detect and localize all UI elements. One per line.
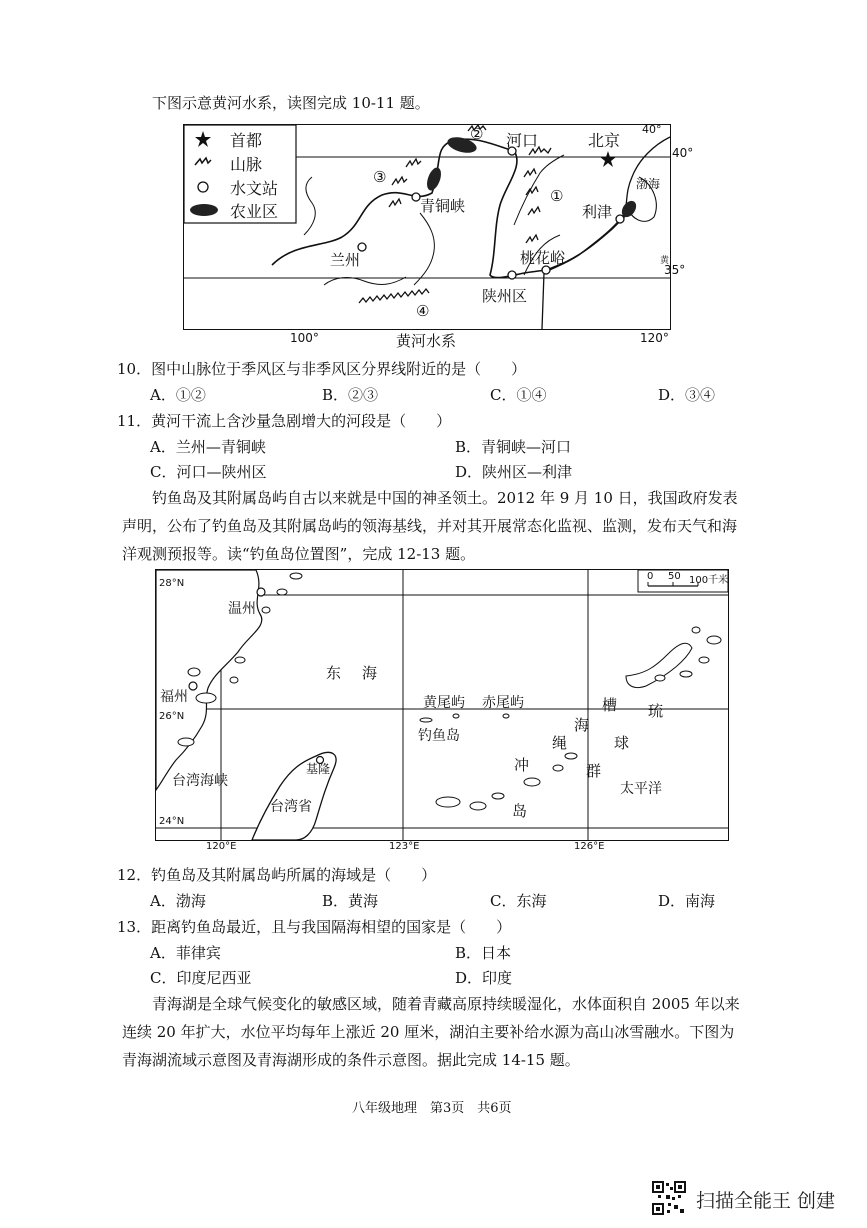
label-char-sheng: 绳: [552, 734, 568, 752]
q13-option-d: D．印度: [455, 969, 513, 987]
qinghai-lake-paragraph: 青海湖是全球气候变化的敏感区域，随着青藏高原持续暖湿化，水体面积自 2005 年以来连续 20 年扩大，水位平均每年上涨近 20 厘米，湖泊主要补给水源为高山冰雪融水。下图为青海湖流域示意图及青海湖形成的条件示意图。据此完成 14-15 题。: [122, 995, 740, 1069]
q12-option-a: A．渤海: [150, 892, 206, 910]
label-lat35-outer: 35°: [664, 263, 686, 277]
scale-0: 0: [647, 571, 654, 582]
label-char-cao: 槽: [602, 696, 618, 714]
label-lat28: 28°N: [159, 578, 185, 589]
label-lon120e: 120°E: [206, 841, 237, 852]
q10-option-c: C．①④: [490, 386, 547, 404]
map1-caption: 黄河水系: [396, 332, 457, 350]
scale-100: 100千米: [689, 575, 729, 586]
legend-station-label: 水文站: [230, 179, 279, 198]
label-lon120: 120°: [640, 331, 669, 345]
label-n4: ④: [416, 302, 430, 320]
label-n2: ②: [470, 125, 484, 143]
label-fuzhou: 福州: [160, 689, 188, 705]
q10-option-d: D．③④: [658, 386, 716, 404]
label-char-qiu: 球: [614, 734, 630, 752]
label-char-dao: 岛: [512, 802, 528, 820]
legend-agri-label: 农业区: [230, 202, 279, 221]
label-qingtongxia: 青铜峡: [420, 197, 466, 215]
label-lat24: 24°N: [159, 816, 185, 827]
label-taohuayu: 桃花峪: [520, 249, 566, 267]
label-lon126e: 126°E: [574, 841, 605, 852]
label-char-liu: 琉: [648, 702, 664, 720]
q12-option-d: D．南海: [658, 892, 716, 910]
q12-option-c: C．东海: [490, 892, 547, 910]
intro-text: 下图示意黄河水系，读图完成 10-11 题。: [152, 94, 430, 112]
label-side: 黄: [660, 256, 670, 266]
q11-option-a: A．兰州—青铜峡: [150, 438, 266, 456]
label-east-sea-hai: 海: [362, 664, 378, 682]
diaoyu-intro-paragraph: 钓鱼岛及其附属岛屿自古以来就是中国的神圣领土。2012 年 9 月 10 日，我国政府发表声明，公布了钓鱼岛及其附属岛屿的领海基线，并对其开展常态化监视、监测，发布天气和海洋观测预报等。读“钓鱼岛位置图”，完成 12-13 题。: [122, 489, 738, 563]
q13-option-a: A．菲律宾: [150, 944, 221, 962]
label-n3: ③: [373, 168, 387, 186]
label-lon100: 100°: [290, 331, 319, 345]
q11-option-b: B．青铜峡—河口: [455, 438, 572, 456]
label-lat40-outer: 40°: [672, 146, 694, 160]
label-char-hai: 海: [574, 716, 590, 734]
label-huangwei: 黄尾屿: [423, 695, 465, 711]
label-diaoyu: 钓鱼岛: [418, 728, 460, 744]
label-taiwan-strait: 台湾海峡: [172, 773, 228, 789]
label-taiwan: 台湾省: [270, 799, 312, 815]
label-pacific: 太平洋: [620, 781, 662, 797]
q13-option-c: C．印度尼西亚: [150, 969, 252, 987]
label-jilong: 基隆: [306, 762, 331, 776]
label-hekou: 河口: [506, 131, 539, 150]
qr-code-icon: [652, 1181, 686, 1215]
legend-mountain-label: 山脉: [230, 155, 263, 174]
q12-stem: 12．钓鱼岛及其附属岛屿所属的海域是（ ）: [117, 866, 437, 884]
q13-stem: 13．距离钓鱼岛最近，且与我国隔海相望的国家是（ ）: [117, 918, 512, 936]
scanner-watermark: 扫描全能王 创建: [696, 1190, 836, 1212]
label-lanzhou: 兰州: [330, 251, 361, 269]
q12-option-b: B．黄海: [322, 892, 379, 910]
q10-option-a: A．①②: [150, 386, 206, 404]
legend-capital-label: 首都: [230, 131, 263, 150]
label-east-sea-dong: 东: [326, 664, 342, 682]
label-shanzhou: 陕州区: [482, 287, 528, 305]
label-lat40: 40°: [642, 124, 662, 136]
q11-stem: 11．黄河干流上含沙量急剧增大的河段是（ ）: [117, 412, 452, 430]
diaoyu-location-map: [155, 569, 729, 841]
label-lijin: 利津: [582, 203, 613, 221]
q11-option-c: C．河口—陕州区: [150, 463, 267, 481]
q10-option-b: B．②③: [322, 386, 379, 404]
yellow-river-map: [183, 124, 671, 330]
page-footer: 八年级地理 第3页 共6页: [352, 1101, 512, 1116]
label-lat26: 26°N: [159, 711, 185, 722]
label-char-qun: 群: [586, 762, 602, 780]
label-chiwei: 赤尾屿: [482, 695, 524, 711]
label-beijing: 北京: [588, 131, 621, 150]
label-lon123e: 123°E: [389, 841, 420, 852]
label-wenzhou: 温州: [228, 601, 256, 617]
scale-50: 50: [668, 571, 681, 582]
q11-option-d: D．陕州区—利津: [455, 463, 573, 481]
label-n1: ①: [550, 187, 564, 205]
label-bohai: 渤海: [636, 177, 661, 191]
q10-stem: 10．图中山脉位于季风区与非季风区分界线附近的是（ ）: [117, 360, 527, 378]
q13-option-b: B．日本: [455, 944, 512, 962]
label-char-chong: 冲: [514, 756, 530, 774]
